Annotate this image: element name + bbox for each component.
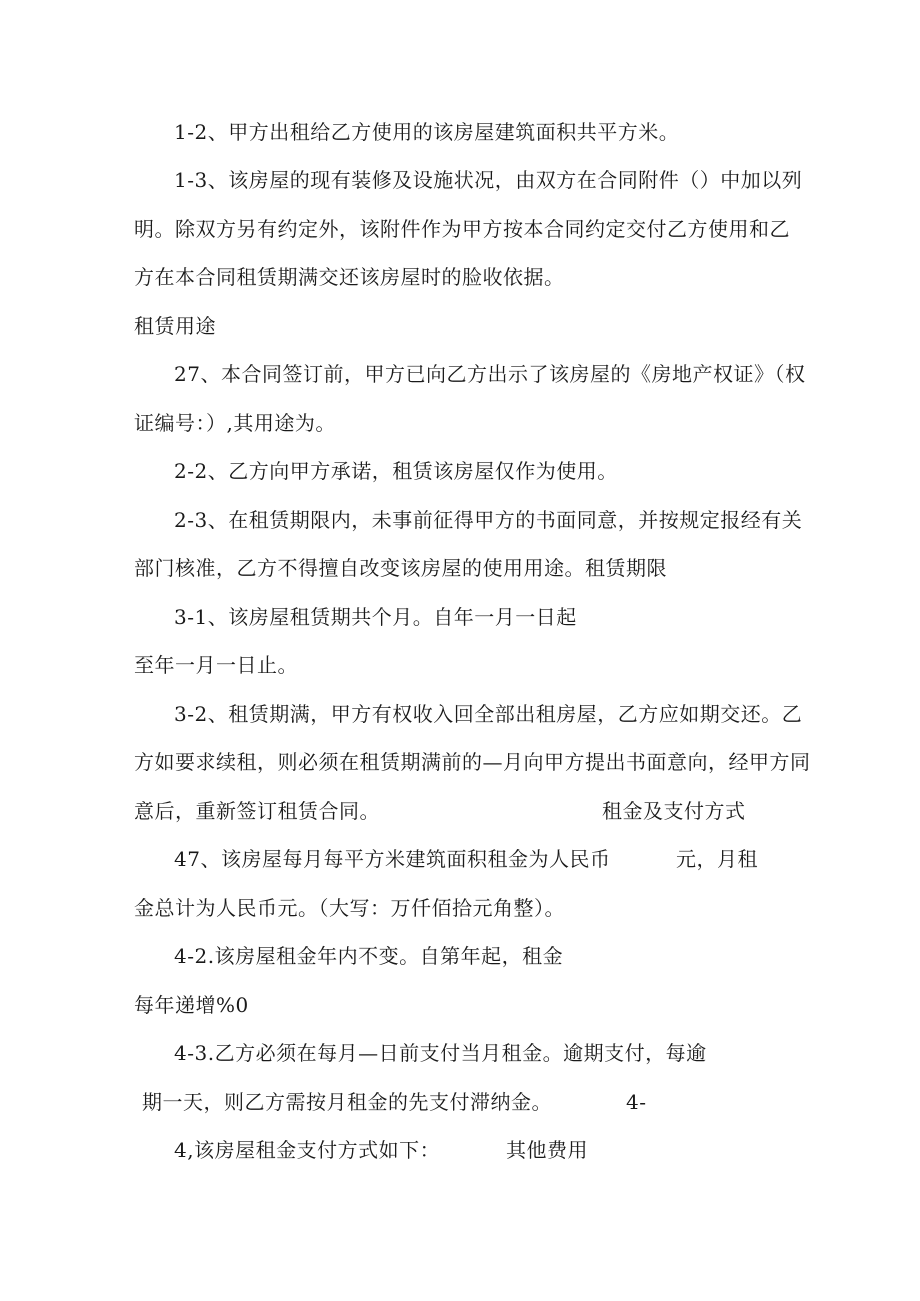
heading-lease-usage: 租赁用途 <box>134 314 216 338</box>
clause-27-line-1: 27、本合同签订前，甲方已向乙方出示了该房屋的《房地产权证》（权 <box>174 362 806 386</box>
clause-3-2-line-3: 意后，重新签订租赁合同。 <box>134 799 380 823</box>
clause-27-line-2: 证编号：）,其用途为。 <box>134 411 336 435</box>
clause-4-3-line-2: 期一天，则乙方需按月租金的先支付滞纳金。 <box>142 1090 552 1114</box>
clause-1-3-line-2: 明。除双方另有约定外，该附件作为甲方按本合同约定交付乙方使用和乙 <box>134 217 790 241</box>
heading-rent-payment: 租金及支付方式 <box>602 799 746 823</box>
clause-1-3-line-1: 1-3、该房屋的现有装修及设施状况，由双方在合同附件（）中加以列 <box>174 168 803 192</box>
clause-4-2-line-1: 4-2.该房屋租金年内不变。自第年起，租金 <box>174 944 564 968</box>
clause-3-2-line-1: 3-2、租赁期满，甲方有权收入回全部出租房屋，乙方应如期交还。乙 <box>174 702 803 726</box>
clause-2-3-line-1: 2-3、在租赁期限内，未事前征得甲方的书面同意，并按规定报经有关 <box>174 508 803 532</box>
clause-2-3-line-2: 部门核准，乙方不得擅自改变该房屋的使用用途。租赁期限 <box>134 556 667 580</box>
clause-47-line-2: 金总计为人民币元。（大写：万仟佰拾元角整）。 <box>134 896 565 920</box>
clause-4-4: 4,该房屋租金支付方式如下： <box>174 1138 441 1162</box>
heading-other-fees: 其他费用 <box>506 1138 588 1162</box>
clause-4-3-line-1: 4-3.乙方必须在每月—日前支付当月租金。逾期支付，每逾 <box>174 1041 707 1065</box>
clause-1-2: 1-2、甲方出租给乙方使用的该房屋建筑面积共平方米。 <box>174 120 680 144</box>
clause-4-4-number-start: 4- <box>626 1090 647 1114</box>
clause-3-1-line-2: 至年一月一日止。 <box>134 653 298 677</box>
clause-2-2: 2-2、乙方向甲方承诺，租赁该房屋仅作为使用。 <box>174 459 618 483</box>
clause-1-3-line-3: 方在本合同租赁期满交还该房屋时的脸收依据。 <box>134 265 565 289</box>
clause-47-line-1: 47、该房屋每月每平方米建筑面积租金为人民币 <box>174 847 611 871</box>
clause-47-line-1-tail: 元，月租 <box>676 847 758 871</box>
clause-4-2-line-2: 每年递增%0 <box>134 993 249 1017</box>
clause-3-1-line-1: 3-1、该房屋租赁期共个月。自年一月一日起 <box>174 605 577 629</box>
clause-3-2-line-2: 方如要求续租，则必须在租赁期满前的—月向甲方提出书面意向，经甲方同 <box>134 750 811 774</box>
